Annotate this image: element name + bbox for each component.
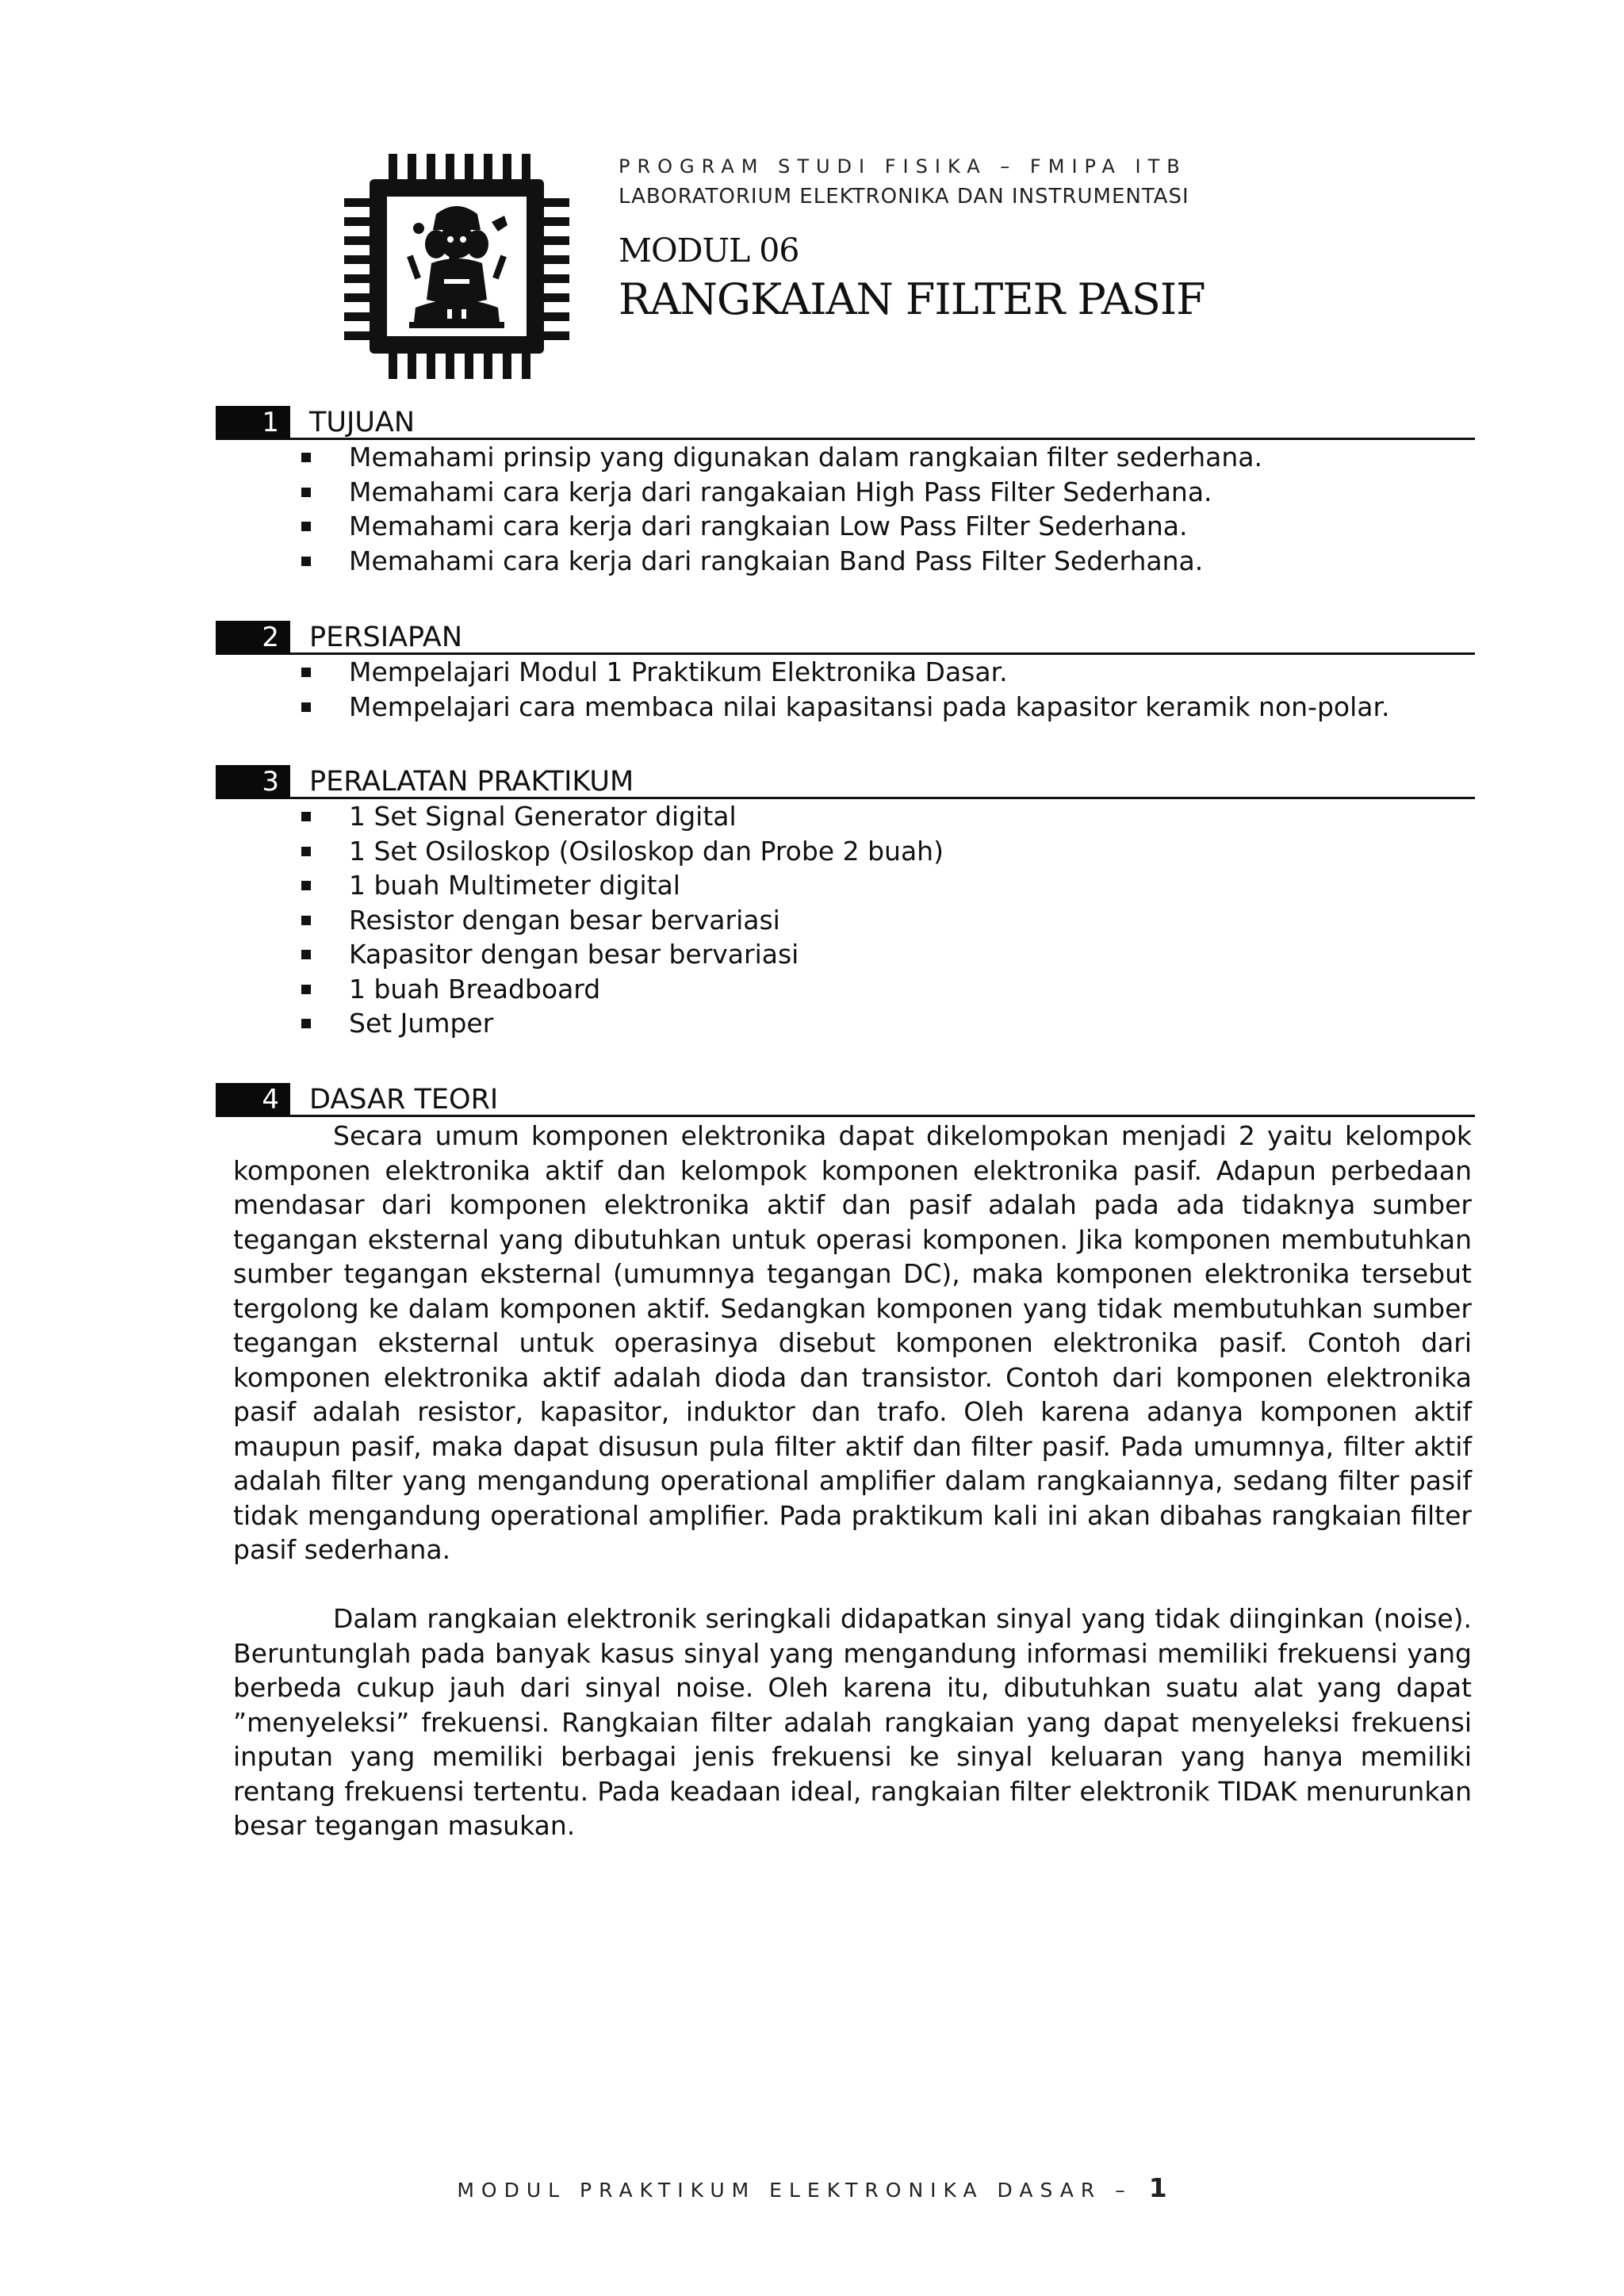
- list-item: 1 buah Multimeter digital: [216, 868, 1475, 903]
- bullet-icon: [301, 847, 311, 856]
- module-number: MODUL 06: [619, 232, 799, 270]
- bullet-icon: [301, 488, 311, 497]
- bullet-list: [216, 655, 1475, 724]
- list-item: Resistor dengan besar bervariasi: [216, 903, 1475, 938]
- section-number: 3: [216, 765, 290, 798]
- bullet-icon: [301, 668, 311, 677]
- list-item: Memahami cara kerja dari rangkaian Band Pass Filter Sederhana.: [216, 544, 1475, 579]
- section-header: [216, 403, 1475, 440]
- list-item: 1 buah Breadboard: [216, 972, 1475, 1007]
- bullet-icon: [301, 557, 311, 566]
- section-number: 4: [216, 1083, 290, 1116]
- list-item: Set Jumper: [216, 1006, 1475, 1041]
- section-peralatan: [216, 762, 1475, 1041]
- bullet-list: [216, 799, 1475, 1041]
- page-number: 1: [1148, 2172, 1167, 2203]
- section-number: 1: [216, 406, 290, 439]
- list-item: Memahami prinsip yang digunakan dalam rangkaian filter sederhana.: [216, 440, 1475, 475]
- paragraph: Dalam rangkaian elektronik seringkali didapatkan sinyal yang tidak diinginkan (noise). Beruntunglah pada banyak kasus sinyal yang mengandung informasi memiliki frekuensi yang berbeda cukup jauh dari sinyal noise. Oleh karena itu, dibutuhkan suatu alat yang dapat ”menyeleksi” frekuensi. Rangkaian filter adalah rangkaian yang dapat menyeleksi frekuensi inputan yang memiliki berbagai jenis frekuensi ke sinyal keluaran yang hanya memiliki rentang frekuensi tertentu. Pada keadaan ideal, rangkaian filter elektronik TIDAK menurunkan besar tegangan masukan.: [233, 1603, 1472, 1841]
- section-number: 2: [216, 621, 290, 654]
- page-footer: [0, 2172, 1624, 2203]
- ganesha-chip-logo-icon: [343, 152, 571, 381]
- section-header: [216, 762, 1475, 799]
- section-header: [216, 1080, 1475, 1117]
- footer-text: MODUL PRAKTIKUM ELEKTRONIKA DASAR –: [457, 2179, 1132, 2202]
- paragraph: Secara umum komponen elektronika dapat dikelompokan menjadi 2 yaitu kelompok komponen elektronika aktif dan kelompok komponen elektronika pasif. Adapun perbedaan mendasar dari komponen elektronika aktif dan pasif adalah pada ada tidaknya sumber tegangan eksternal yang dibutuhkan untuk operasi komponen. Jika komponen membutuhkan sumber tegangan eksternal (umumnya tegangan DC), maka komponen elektronika tersebut tergolong ke dalam komponen aktif. Sedangkan komponen yang tidak membutuhkan sumber tegangan eksternal untuk operasinya disebut komponen elektronika pasif. Contoh dari komponen elektronika aktif adalah dioda dan transistor. Contoh dari komponen elektronika pasif adalah resistor, kapasitor, induktor dan trafo. Oleh karena adanya komponen aktif maupun pasif, maka dapat disusun pula filter aktif dan filter pasif. Pada umumnya, filter aktif adalah filter yang mengandung operational amplifier dalam rangkaiannya, sedang filter pasif tidak mengandung operational amplifier. Pada praktikum kali ini akan dibahas rangkaian filter pasif sederhana.: [233, 1120, 1472, 1565]
- list-item: Kapasitor dengan besar bervariasi: [216, 937, 1475, 972]
- bullet-icon: [301, 812, 311, 821]
- list-item: Mempelajari cara membaca nilai kapasitansi pada kapasitor keramik non-polar.: [216, 690, 1475, 725]
- list-item: Memahami cara kerja dari rangkaian Low Pass Filter Sederhana.: [216, 509, 1475, 544]
- bullet-list: [216, 440, 1475, 578]
- bullet-icon: [301, 522, 311, 531]
- module-title: RANGKAIAN FILTER PASIF: [619, 274, 1205, 324]
- section-title: PERSIAPAN: [309, 622, 463, 653]
- list-item: Memahami cara kerja dari rangakaian High Pass Filter Sederhana.: [216, 475, 1475, 510]
- section-title: DASAR TEORI: [309, 1084, 499, 1115]
- bullet-icon: [301, 453, 311, 462]
- bullet-icon: [301, 950, 311, 959]
- section-title: TUJUAN: [309, 407, 416, 438]
- list-item: 1 Set Signal Generator digital: [216, 799, 1475, 834]
- section-tujuan: [216, 403, 1475, 578]
- laboratory-name: LABORATORIUM ELEKTRONIKA DAN INSTRUMENTASI: [619, 185, 1189, 209]
- section-persiapan: [216, 618, 1475, 724]
- section-title: PERALATAN PRAKTIKUM: [309, 766, 634, 798]
- list-item: Mempelajari Modul 1 Praktikum Elektronika Dasar.: [216, 655, 1475, 690]
- section-header: [216, 618, 1475, 655]
- theory-text: [233, 1119, 1472, 1843]
- bullet-icon: [301, 916, 311, 925]
- section-dasar-teori: [216, 1080, 1475, 1117]
- program-name: PROGRAM STUDI FISIKA – FMIPA ITB: [619, 155, 1187, 178]
- bullet-icon: [301, 1019, 311, 1028]
- bullet-icon: [301, 985, 311, 994]
- list-item: 1 Set Osiloskop (Osiloskop dan Probe 2 buah): [216, 834, 1475, 869]
- bullet-icon: [301, 881, 311, 890]
- bullet-icon: [301, 702, 311, 712]
